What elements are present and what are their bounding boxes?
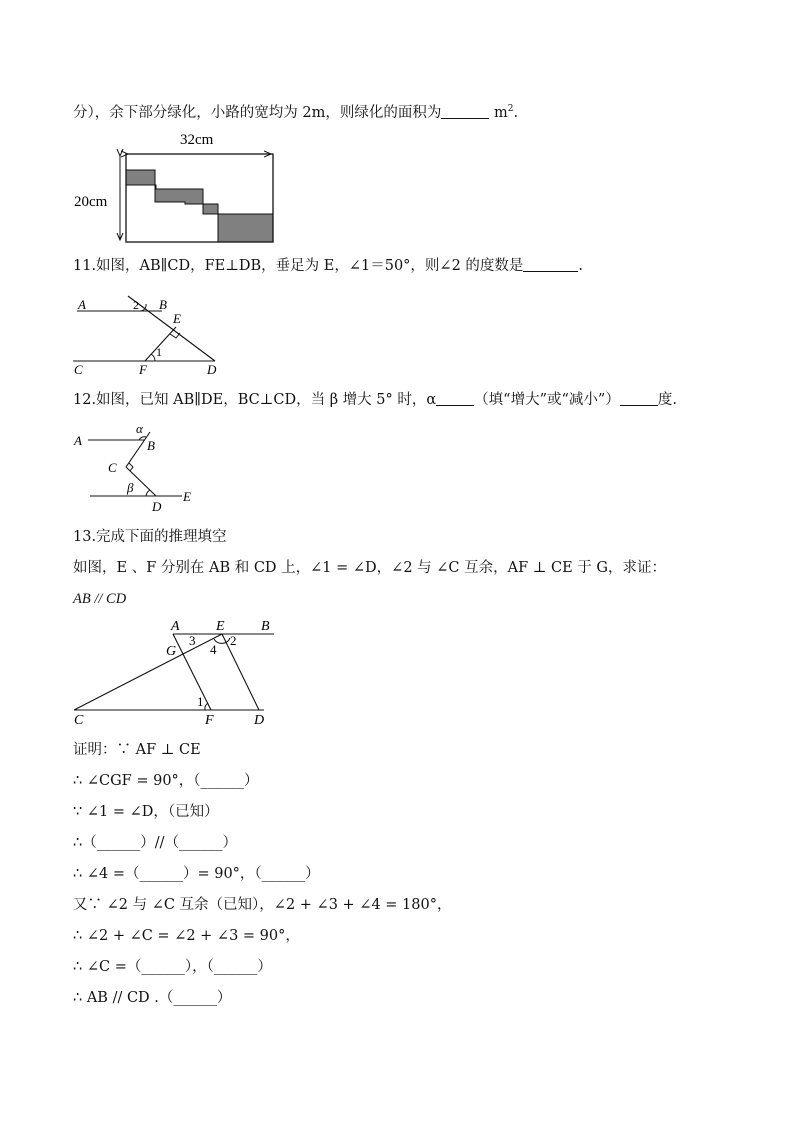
q11-label-e: E [173,311,181,326]
q10-width-label: 32cm [180,132,214,148]
q12-answer-blank-2[interactable] [620,391,658,406]
q13-step-2: ∴ ∠CGF = 90°，（______） [73,773,259,789]
q11-label-f: F [139,362,147,377]
q11-figure-parallel-lines [70,290,230,380]
q13-step-8: ∴ ∠C =（______），（______） [73,959,272,975]
q10-figure-rectangle-path [70,125,280,250]
q13-label-a: A [171,619,180,634]
q12-label-d: D [152,499,162,514]
q13-label-f: F [205,713,214,728]
q12-fill-hint: （填“增大”或“减小”） [474,392,620,408]
q11-label-1: 1 [156,345,162,359]
q12-label-c: C [108,460,117,475]
q13-step-9: ∴ AB // CD .（______） [73,990,232,1006]
q11-angle-1-arc [151,354,155,361]
q13-label-4: 4 [210,642,217,657]
q12-label-alpha: α [136,421,143,436]
q13-label-g: G [166,644,177,659]
q13-step-4: ∴（______）//（______） [73,835,237,851]
q11-label-a: A [78,297,86,312]
q12-label-b: B [147,438,155,453]
q10-unit-sup: 2 [507,104,514,114]
q11-end: . [578,258,584,274]
q12-question-line [73,390,677,410]
q12-text: 12.如图，已知 AB∥DE，BC⊥CD，当 β 增大 5° 时，α [73,392,437,408]
q10-question-line [73,99,518,123]
q13-label-e: E [216,619,225,634]
q12-answer-blank-1[interactable] [436,391,474,406]
q12-figure-zigzag [70,420,210,515]
q10-answer-blank[interactable] [441,104,489,119]
q13-label-3: 3 [189,633,196,648]
q10-unit: m [493,104,508,121]
q13-given: 如图，E 、F 分别在 AB 和 CD 上，∠1 = ∠D，∠2 与 ∠C 互余，AF ⊥ CE 于 G，求证： [73,560,666,576]
q13-step-3: ∵ ∠1 = ∠D，（已知） [73,804,219,820]
q11-label-c: C [74,362,83,377]
q13-label-2: 2 [230,633,237,648]
q12-label-a: A [74,433,82,448]
q13-label-d: D [254,713,265,728]
q11-label-b: B [159,297,167,312]
q12-beta-arc [146,490,150,496]
q10-gray-path [126,154,273,242]
q13-label-b: B [261,619,270,634]
q10-end: . [513,104,519,121]
q13-prove: AB // CD [73,591,127,607]
q13-step-1: 证明：∵ AF ⊥ CE [73,742,201,758]
q12-label-e: E [183,489,191,504]
q11-line-db [128,296,215,361]
q12-label-beta: β [127,480,134,495]
q13-line-ed [222,634,259,710]
q13-title: 13.完成下面的推理填空 [73,529,227,545]
q11-answer-blank[interactable] [523,257,578,272]
q12-unit: 度. [657,392,677,408]
q10-text: 分），余下部分绿化，小路的宽均为 2m，则绿化的面积为 [73,104,442,121]
q11-label-2: 2 [133,298,139,312]
q11-label-d: D [207,362,217,377]
q11-text: 11.如图，AB∥CD，FE⊥DB，垂足为 E，∠1＝50°，则∠2 的度数是 [73,258,524,274]
q10-height-label: 20cm [74,194,108,210]
q11-question-line [73,256,583,276]
q13-label-c: C [74,713,84,728]
q13-label-1: 1 [197,694,204,709]
q13-step-7: ∴ ∠2 + ∠C = ∠2 + ∠3 = 90°， [73,928,300,944]
q13-step-5: ∴ ∠4 =（______）= 90°，（______） [73,866,320,882]
q13-figure [70,615,285,730]
q13-step-6: 又∵ ∠2 与 ∠C 互余（已知），∠2 + ∠3 + ∠4 = 180°， [73,897,452,913]
